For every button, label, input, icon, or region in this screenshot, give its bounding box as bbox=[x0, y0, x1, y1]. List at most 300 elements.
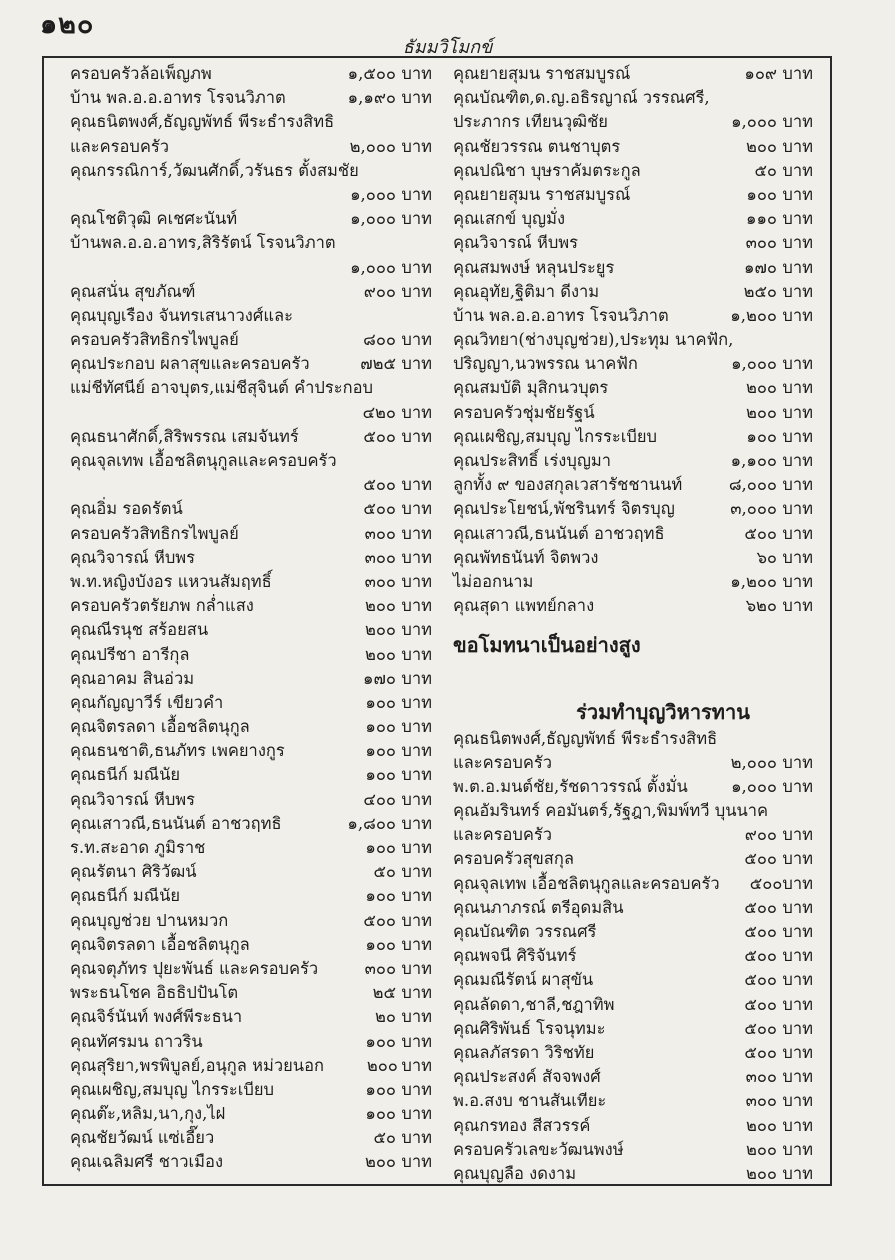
donor-name: คุณกรทอง สีสวรรค์ bbox=[453, 1115, 591, 1135]
donation-amount: ๑๐๐ bbox=[365, 765, 396, 785]
donor-row bbox=[453, 570, 813, 594]
donation-amount: ๒๕ bbox=[372, 983, 396, 1003]
donor-row bbox=[70, 376, 432, 400]
currency-unit: บาท bbox=[782, 1163, 813, 1183]
donor-row bbox=[453, 968, 813, 992]
currency-unit: บาท bbox=[782, 1139, 813, 1159]
currency-unit: บาท bbox=[401, 64, 432, 83]
donor-name: ครอบครัวชุ่มชัยรัฐน์ bbox=[453, 402, 595, 422]
donor-row bbox=[70, 231, 432, 255]
donor-row bbox=[453, 944, 813, 968]
donor-name: ครอบครัวสิทธิกรไพบูลย์ bbox=[70, 523, 239, 543]
donation-amount: ๑๗๐ bbox=[744, 257, 777, 277]
donation-amount: ๒๐๐ bbox=[745, 1139, 777, 1159]
donor-row bbox=[70, 981, 432, 1005]
currency-unit: บาท bbox=[401, 209, 432, 229]
donation-amount: ๒,๐๐๐ bbox=[730, 752, 777, 772]
donor-name: คุณจุลเทพ เอื้อชลิตนุกูลและครอบครัว bbox=[453, 873, 720, 893]
donor-row bbox=[453, 546, 813, 570]
donor-name: คุณเฉลิมศรี ชาวเมือง bbox=[70, 1152, 224, 1172]
donor-name: คุณบัณฑิต,ด.ญ.อธิรญาณ์ วรรณศรี, bbox=[453, 88, 710, 108]
donation-amount: ๒๐๐ bbox=[745, 136, 777, 156]
currency-unit: บาท bbox=[401, 765, 432, 785]
donation-amount: ๑๐๐ bbox=[365, 934, 396, 954]
donor-name: พ.ต.อ.มนต์ชัย,รัชดาวรรณ์ ตั้งมั่น bbox=[453, 776, 688, 796]
donor-row bbox=[453, 1041, 813, 1065]
donor-row bbox=[453, 401, 813, 425]
donor-list-right bbox=[453, 62, 813, 1186]
donation-amount: ๕๐๐ bbox=[744, 922, 777, 941]
donation-amount: ๕๐๐ bbox=[744, 946, 777, 966]
donation-amount: ๕๐๐ bbox=[363, 499, 396, 519]
donor-name: พระธนโชค อิธธิปปันโต bbox=[70, 983, 239, 1003]
donor-row bbox=[70, 1102, 432, 1126]
running-header: ธัมมวิโมกข์ bbox=[402, 37, 493, 58]
donor-name: คุณสมบัติ มุสิกนวบุตร bbox=[453, 378, 609, 398]
donor-name: คุณประโยชน์,พัชรินทร์ จิตรบุญ bbox=[453, 499, 675, 519]
donation-amount: ๑,๒๐๐ bbox=[730, 305, 777, 325]
donor-row bbox=[70, 763, 432, 787]
currency-unit: บาท bbox=[401, 644, 432, 664]
donation-amount: ๒๐๐ bbox=[745, 1115, 777, 1135]
donation-amount: ๑,๐๐๐ bbox=[350, 184, 396, 204]
currency-unit: บาท bbox=[401, 88, 432, 108]
donation-amount: ๓๐๐ bbox=[364, 958, 397, 978]
donation-amount: ๓,๐๐๐ bbox=[730, 499, 777, 519]
currency-unit: บาท bbox=[782, 547, 813, 567]
donor-name: ครอบครัวเลขะวัฒนพงษ์ bbox=[453, 1139, 624, 1159]
donor-name: ไม่ออกนาม bbox=[453, 571, 534, 591]
donor-row bbox=[70, 183, 432, 207]
donor-name bbox=[70, 473, 318, 497]
donor-name: ปริญญา,นวพรรณ นาคฟัก bbox=[453, 354, 638, 374]
currency-unit: บาท bbox=[782, 994, 813, 1014]
donor-row bbox=[453, 823, 813, 847]
donor-row bbox=[70, 328, 432, 352]
donor-name: คุณจิตรลดา เอื้อชลิตนุกูล bbox=[70, 934, 250, 954]
currency-unit: บาท bbox=[401, 958, 432, 978]
donor-name bbox=[70, 256, 318, 280]
donor-row bbox=[70, 739, 432, 763]
donor-row bbox=[70, 1078, 432, 1102]
donor-row bbox=[453, 497, 813, 521]
donor-list-left bbox=[70, 62, 432, 1175]
currency-unit: บาท bbox=[782, 378, 813, 398]
donation-amount: ๙๐๐ bbox=[744, 825, 777, 845]
currency-unit bbox=[402, 231, 432, 255]
currency-unit bbox=[402, 449, 432, 473]
donor-name: คุณปณิชา บุษราคัมตระกูล bbox=[453, 160, 641, 180]
currency-unit: บาท bbox=[401, 281, 432, 301]
donor-row bbox=[70, 207, 432, 231]
donor-row bbox=[453, 920, 813, 944]
donor-row bbox=[70, 957, 432, 981]
donor-name: คุณปรีชา อารีกุล bbox=[70, 644, 190, 664]
donation-amount bbox=[717, 727, 783, 751]
currency-unit: บาท bbox=[782, 596, 813, 616]
donation-amount: ๕๐ bbox=[373, 1128, 396, 1148]
donor-row bbox=[453, 159, 813, 183]
donor-list-right-top bbox=[453, 62, 813, 618]
donor-name: แม่ชีทัศนีย์ อาจบุตร,แม่ชีสุจินต์ คำประกอบ bbox=[70, 378, 373, 398]
donor-row bbox=[453, 799, 813, 823]
donation-amount bbox=[373, 376, 413, 400]
donor-row bbox=[70, 352, 432, 376]
donor-row bbox=[453, 62, 813, 86]
donor-row bbox=[453, 1065, 813, 1089]
donor-row bbox=[70, 522, 432, 546]
donor-name: คุณมณีรัตน์ ผาสุขัน bbox=[453, 970, 594, 990]
currency-unit: บาท bbox=[401, 886, 432, 906]
donor-row bbox=[453, 1138, 813, 1162]
currency-unit: บาท bbox=[782, 257, 813, 277]
currency-unit: บาท bbox=[401, 136, 432, 156]
donation-amount: ๑,๐๐๐ bbox=[731, 354, 777, 374]
donor-name: คุณโชติวุฒิ คเชศะนันท์ bbox=[70, 209, 238, 229]
donor-name: คุณจิตรลดา เอื้อชลิตนุกูล bbox=[70, 717, 250, 737]
currency-unit: บาท bbox=[782, 523, 813, 543]
donor-name: คุณสุริยา,พรพิบูลย์,อนุกูล หม่วยนอก bbox=[70, 1055, 324, 1075]
donor-row bbox=[70, 449, 432, 473]
currency-unit: บาท bbox=[782, 1115, 813, 1135]
donor-name: คุณธนีก์ มณีนัย bbox=[70, 886, 181, 906]
donor-row bbox=[70, 473, 432, 497]
donation-amount: ๘๐๐ bbox=[363, 330, 396, 350]
donor-row bbox=[453, 231, 813, 255]
currency-unit: บาท bbox=[401, 330, 432, 350]
donor-row bbox=[453, 594, 813, 618]
donation-amount bbox=[334, 110, 401, 134]
donor-name: คุณณีรนุช สร้อยสน bbox=[70, 620, 209, 640]
donor-name: คุณบุญเรือง จันทรเสนาวงศ์และ bbox=[70, 305, 293, 325]
donation-amount: ๘,๐๐๐ bbox=[728, 475, 777, 495]
donation-amount: ๑๐๐ bbox=[365, 717, 396, 737]
donation-amount: ๓๐๐ bbox=[364, 547, 396, 567]
donor-row bbox=[453, 993, 813, 1017]
donor-row bbox=[453, 207, 813, 231]
donor-row bbox=[70, 546, 432, 570]
currency-unit: บาท bbox=[401, 354, 432, 374]
donor-name: คุณอิ่ม รอดรัตน์ bbox=[70, 499, 183, 519]
currency-unit: บาท bbox=[782, 922, 813, 941]
currency-unit: บาท bbox=[782, 1067, 813, 1087]
currency-unit: บาท bbox=[401, 862, 432, 882]
donation-amount: ๒,๐๐๐ bbox=[349, 136, 396, 156]
donor-row bbox=[70, 425, 432, 449]
currency-unit: บาท bbox=[401, 983, 432, 1003]
currency-unit: บาท bbox=[401, 402, 432, 422]
currency-unit: บาท bbox=[782, 1091, 813, 1111]
donor-row bbox=[70, 933, 432, 957]
donor-row bbox=[453, 86, 813, 110]
currency-unit: บาท bbox=[782, 451, 813, 470]
donor-row bbox=[453, 1017, 813, 1041]
donor-name: คุณจตุภัทร ปุยะพันธ์ และครอบครัว bbox=[70, 958, 319, 978]
donor-name: คุณประสงค์ สัจจพงศ์ bbox=[453, 1067, 601, 1087]
donor-name: คุณลภัสรดา วิริชทัย bbox=[453, 1042, 595, 1062]
donor-name: และครอบครัว bbox=[453, 752, 553, 772]
currency-unit: บาท bbox=[401, 1055, 432, 1075]
currency-unit: บาท bbox=[782, 970, 813, 990]
donation-amount: ๕๐๐ bbox=[744, 523, 777, 543]
donation-amount: ๑๐๐ bbox=[365, 838, 396, 857]
currency-unit: บาท bbox=[782, 873, 813, 893]
donor-row bbox=[453, 1162, 813, 1186]
donation-amount: ๒๕๐ bbox=[743, 281, 777, 301]
donor-name: ครอบครัวสิทธิกรไพบูลย์ bbox=[70, 330, 239, 350]
currency-unit: บาท bbox=[401, 547, 432, 567]
donor-row bbox=[453, 872, 813, 896]
donation-amount: ๒๐๐ bbox=[745, 378, 777, 398]
donation-amount: ๑,๐๐๐ bbox=[350, 257, 396, 277]
donation-amount: ๒๐๐ bbox=[745, 402, 777, 422]
donor-name: คุณอัมรินทร์ คอมันตร์,รัฐฎา,พิมพ์ทวี บุนนาค bbox=[453, 801, 769, 821]
donor-name: คุณยายสุมน ราชสมบูรณ์ bbox=[453, 184, 631, 204]
donation-amount: ๕๐๐ bbox=[744, 970, 777, 990]
donor-name bbox=[70, 401, 318, 425]
donation-amount: ๑๐๐ bbox=[365, 1104, 396, 1124]
donor-name: คุณกัญญาวีร์ เขียวคำ bbox=[70, 692, 224, 712]
donor-row bbox=[70, 280, 432, 304]
donor-row bbox=[70, 304, 432, 328]
donor-name: บ้าน พล.อ.อ.อาทร โรจนวิภาต bbox=[70, 88, 286, 108]
currency-unit: บาท bbox=[782, 776, 813, 796]
donation-amount: ๙๐๐ bbox=[363, 281, 396, 301]
donation-amount: ๗๒๕ bbox=[360, 354, 396, 374]
currency-unit: บาท bbox=[782, 209, 813, 229]
donor-row bbox=[70, 570, 432, 594]
page-number: ๑๒๐ bbox=[40, 9, 95, 40]
donation-amount: ๕๐๐ bbox=[744, 849, 777, 869]
donation-amount bbox=[336, 231, 402, 255]
currency-unit: บาท bbox=[782, 305, 813, 325]
currency-unit bbox=[799, 799, 813, 823]
currency-unit: บาท bbox=[401, 838, 432, 857]
donation-amount: ๑,๐๐๐ bbox=[731, 776, 777, 796]
donor-name: คุณอาคม สินอ่วม bbox=[70, 668, 195, 688]
currency-unit: บาท bbox=[782, 64, 813, 83]
donor-row bbox=[70, 1054, 432, 1078]
donor-row bbox=[453, 751, 813, 775]
donor-row bbox=[453, 1114, 813, 1138]
currency-unit bbox=[396, 304, 432, 328]
donor-row bbox=[453, 328, 813, 352]
donor-row bbox=[453, 522, 813, 546]
section-heading: ร่วมทำบุญวิหารทาน bbox=[576, 699, 750, 724]
currency-unit: บาท bbox=[401, 1152, 432, 1172]
thanks-heading: ขอโมทนาเป็นอย่างสูง bbox=[453, 633, 641, 658]
currency-unit: บาท bbox=[782, 752, 813, 772]
donor-row bbox=[70, 594, 432, 618]
donor-name: คุณวิจารณ์ หีบพร bbox=[453, 233, 579, 253]
donation-amount: ๓๐๐ bbox=[364, 571, 396, 591]
currency-unit: บาท bbox=[782, 1018, 813, 1038]
donor-name: คุณลัดดา,ชาลี,ชฎาทิพ bbox=[453, 994, 615, 1014]
donation-amount: ๑๐๐ bbox=[365, 741, 396, 761]
donation-amount: ๕๐๐ bbox=[363, 475, 396, 495]
currency-unit: บาท bbox=[782, 849, 813, 869]
donor-name: ลูกทั้ง ๙ ของสกุลเวสารัชชานนท์ bbox=[453, 475, 683, 495]
donor-name: คุณธนิตพงศ์,ธัญญพัทธ์ พีระธำรงสิทธิ bbox=[453, 728, 718, 748]
donor-name: คุณจุลเทพ เอื้อชลิตนุกูลและครอบครัว bbox=[70, 451, 337, 470]
donation-amount: ๑,๘๐๐ bbox=[347, 813, 396, 833]
currency-unit bbox=[788, 328, 813, 352]
currency-unit: บาท bbox=[782, 160, 813, 180]
currency-unit: บาท bbox=[401, 1128, 432, 1148]
donor-row bbox=[70, 836, 432, 860]
donor-name: คุณวิทยา(ช่างบุญช่วย),ประทุม นาคฟัก, bbox=[453, 330, 734, 350]
donor-row bbox=[70, 618, 432, 642]
donor-row bbox=[453, 1089, 813, 1113]
donor-name: คุณเสาวณี,ธนนันต์ อาชวฤทธิ bbox=[453, 523, 665, 543]
currency-unit: บาท bbox=[401, 1031, 432, 1051]
donation-amount: ๑๐๙ bbox=[744, 64, 777, 83]
currency-unit bbox=[783, 727, 813, 751]
donor-name: คุณรัตนา ศิริวัฒน์ bbox=[70, 862, 197, 882]
donor-row bbox=[70, 1150, 432, 1174]
currency-unit: บาท bbox=[782, 281, 813, 301]
donor-row bbox=[70, 62, 432, 86]
donor-row bbox=[70, 643, 432, 667]
donation-amount: ๕๐ bbox=[373, 862, 396, 882]
donation-amount: ๑๐๐ bbox=[746, 184, 777, 204]
donor-name: ครอบครัวสุขสกุล bbox=[453, 849, 574, 869]
donor-row bbox=[70, 667, 432, 691]
donation-amount: ๑,๐๐๐ bbox=[731, 112, 777, 132]
currency-unit bbox=[413, 376, 432, 400]
currency-unit: บาท bbox=[782, 825, 813, 845]
donation-amount: ๕๐๐ bbox=[744, 994, 777, 1014]
currency-unit: บาท bbox=[401, 668, 432, 688]
currency-unit: บาท bbox=[401, 934, 432, 954]
donor-row bbox=[70, 860, 432, 884]
currency-unit: บาท bbox=[401, 717, 432, 737]
donor-name: คุณอุทัย,ฐิติมา ดีงาม bbox=[453, 281, 600, 301]
donor-name: คุณบุญช่วย ปานหมวก bbox=[70, 910, 229, 930]
donor-name: คุณประกอบ ผลาสุขและครอบครัว bbox=[70, 354, 310, 374]
donor-name: คุณกรรณิการ์,วัฒนศักดิ์,วรันธร ตั้งสมชัย bbox=[70, 160, 359, 180]
currency-unit: บาท bbox=[401, 499, 432, 519]
donor-row bbox=[453, 304, 813, 328]
donor-name: คุณชัยวัฒน์ แซ่เอี๊ยว bbox=[70, 1128, 215, 1148]
donation-amount bbox=[710, 86, 781, 110]
currency-unit: บาท bbox=[401, 741, 432, 761]
donor-name: คุณธนิตพงศ์,ธัญญพัทธ์ พีระธำรงสิทธิ bbox=[70, 112, 335, 132]
currency-unit: บาท bbox=[401, 571, 432, 591]
donor-row bbox=[70, 715, 432, 739]
donation-amount: ๑๐๐ bbox=[365, 1079, 396, 1099]
donation-amount: ๓๐๐ bbox=[745, 1067, 777, 1087]
donor-row bbox=[453, 183, 813, 207]
donor-row bbox=[70, 497, 432, 521]
donor-name: คุณธนชาติ,ธนภัทร เพคยางกูร bbox=[70, 741, 285, 761]
donation-amount: ๕๐๐ bbox=[744, 897, 777, 917]
currency-unit: บาท bbox=[401, 257, 432, 277]
donation-amount: ๓๐๐ bbox=[364, 523, 396, 543]
currency-unit: บาท bbox=[782, 426, 813, 446]
currency-unit: บาท bbox=[782, 136, 813, 156]
donor-name: คุณยายสุมน ราชสมบูรณ์ bbox=[453, 64, 631, 83]
spacer bbox=[453, 660, 813, 684]
donor-name: พ.ท.หญิงบังอร แหวนสัมฤทธิ์ bbox=[70, 571, 272, 591]
donation-amount: ๔๒๐ bbox=[362, 402, 396, 422]
donation-amount: ๕๐๐ bbox=[744, 1042, 777, 1062]
currency-unit: บาท bbox=[401, 789, 432, 809]
currency-unit bbox=[780, 86, 813, 110]
currency-unit: บาท bbox=[782, 184, 813, 204]
donation-amount: ๕๐ bbox=[754, 160, 777, 180]
currency-unit: บาท bbox=[782, 475, 813, 495]
donor-name: ร.ท.สะอาด ภูมิราช bbox=[70, 838, 206, 857]
donor-row bbox=[70, 788, 432, 812]
donor-name: คุณวิจารณ์ หีบพร bbox=[70, 547, 196, 567]
donor-row bbox=[453, 110, 813, 134]
donor-name: และครอบครัว bbox=[70, 136, 170, 156]
donor-row bbox=[453, 473, 813, 497]
currency-unit: บาท bbox=[401, 692, 432, 712]
currency-unit: บาท bbox=[401, 1104, 432, 1124]
currency-unit: บาท bbox=[401, 910, 432, 930]
donor-name: คุณจิร์นันท์ พงศ์พีระธนา bbox=[70, 1007, 243, 1027]
donation-amount bbox=[733, 328, 787, 352]
currency-unit: บาท bbox=[401, 426, 432, 446]
donation-amount: ๑๐๐ bbox=[365, 1031, 396, 1051]
donor-row bbox=[453, 775, 813, 799]
donor-row bbox=[453, 896, 813, 920]
donor-name: คุณเสกข์ บุญมั่ง bbox=[453, 209, 566, 229]
donation-amount: ๑,๐๐๐ bbox=[350, 209, 396, 229]
donor-row bbox=[453, 376, 813, 400]
donation-amount: ๑๐๐ bbox=[365, 886, 396, 906]
donor-row bbox=[453, 256, 813, 280]
donation-amount: ๑๐๐ bbox=[365, 692, 396, 712]
currency-unit: บาท bbox=[782, 112, 813, 132]
donation-amount: ๒๐๐ bbox=[364, 596, 396, 616]
currency-unit: บาท bbox=[401, 523, 432, 543]
donor-name: คุณวิจารณ์ หีบพร bbox=[70, 789, 196, 809]
donor-row bbox=[70, 1005, 432, 1029]
currency-unit: บาท bbox=[401, 620, 432, 640]
donation-amount: ๕๐๐ bbox=[363, 426, 396, 446]
currency-unit: บาท bbox=[782, 402, 813, 422]
currency-unit: บาท bbox=[401, 813, 432, 833]
donor-name: ประภากร เทียนวุฒิชัย bbox=[453, 112, 608, 132]
currency-unit: บาท bbox=[782, 233, 813, 253]
donor-name: คุณพจนี ศิริจันทร์ bbox=[453, 946, 577, 966]
donation-amount: ๕๐๐ bbox=[749, 873, 783, 893]
currency-unit: บาท bbox=[782, 946, 813, 966]
donation-amount: ๔๐๐ bbox=[363, 789, 396, 809]
donor-name: คุณพัทธนันท์ จิตพวง bbox=[453, 547, 599, 567]
donor-row bbox=[453, 847, 813, 871]
donation-amount: ๖๐ bbox=[756, 547, 777, 567]
donor-name: คุณต๊ะ,หลิม,นา,กุง,ไฝ bbox=[70, 1104, 226, 1124]
currency-unit: บาท bbox=[782, 354, 813, 374]
donor-row bbox=[70, 909, 432, 933]
donation-amount: ๑,๑๙๐ bbox=[347, 88, 396, 108]
currency-unit: บาท bbox=[782, 499, 813, 519]
currency-unit bbox=[409, 159, 432, 183]
donor-name bbox=[70, 183, 318, 207]
donation-amount: ๑,๑๐๐ bbox=[730, 451, 777, 470]
currency-unit: บาท bbox=[401, 184, 432, 204]
donor-name: ครอบครัวล้อเพ็ญภพ bbox=[70, 64, 212, 83]
currency-unit: บาท bbox=[401, 596, 432, 616]
donor-name: คุณเผชิญ,สมบุญ ไกรระเบียบ bbox=[453, 426, 658, 446]
donor-name: บ้าน พล.อ.อ.อาทร โรจนวิภาต bbox=[453, 305, 669, 325]
donor-row bbox=[70, 401, 432, 425]
donor-name: คุณบุญลือ งดงาม bbox=[453, 1163, 577, 1183]
